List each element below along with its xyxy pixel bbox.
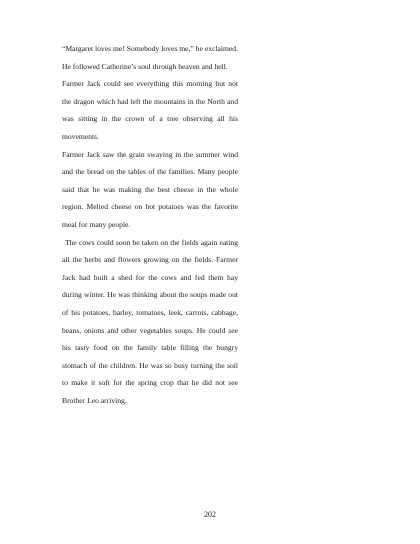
page-number: 202: [204, 510, 216, 519]
paragraph: The cows could soon be taken on the fields again eating all the herbs and flowers growing on the fields. Farmer Jack had built a shed for the cows and fed them hay during winter. He was thinking about the soups made out of his potatoes, barley, tomatoes, leek, carrots, cabbage, beans, onions and other vegetables soups. He could see his tasty food on the family table filling the hungry stomach of the children. He was so busy turning the soil to make it soft for the spring crop that he did not see Brother Leo arriving.: [62, 237, 238, 405]
body-text: [62, 40, 238, 409]
paragraph: Farmer Jack saw the grain swaying in the summer wind and the bread on the tables of the families. Many people said that he was making the best cheese in the whole region. Melted cheese on hot potatoes was the favorite meal for many people.: [62, 149, 238, 229]
paragraph: Farmer Jack could see everything this morning but not the dragon which had left the mountains in the North and was sitting in the crown of a tree observing all his movements.: [62, 79, 238, 141]
paragraph: “Margaret loves me! Somebody loves me,” he exclaimed. He followed Catherine’s soul through heaven and hell.: [62, 44, 238, 71]
